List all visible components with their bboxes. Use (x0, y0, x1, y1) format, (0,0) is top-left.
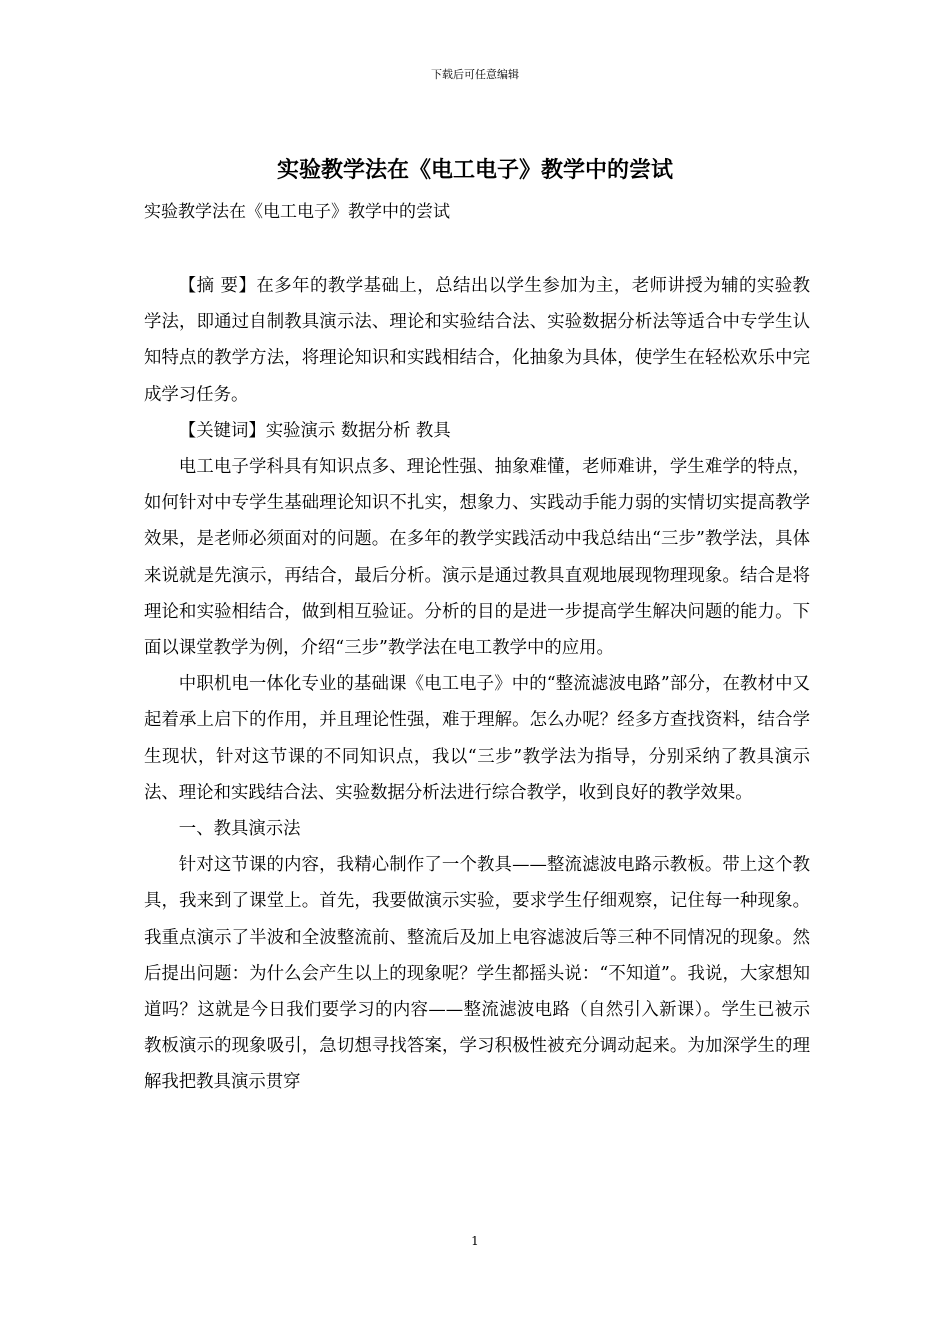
body-paragraph: 电工电子学科具有知识点多、理论性强、抽象难懂，老师难讲，学生难学的特点，如何针对中专学生基础理论知识不扎实，想象力、实践动手能力弱的实情切实提高教学效果，是老师必须面对的问题。在多年的教学实践活动中我总结出“三步”教学法，具体来说就是先演示，再结合，最后分析。演示是通过教具直观地展现物理现象。结合是将理论和实验相结合，做到相互验证。分析的目的是进一步提高学生解决问题的能力。下面以课堂教学为例，介绍“三步”教学法在电工教学中的应用。 (144, 457, 810, 659)
abstract-paragraph: 【摘 要】在多年的教学基础上，总结出以学生参加为主，老师讲授为辅的实验教学法，即通过自制教具演示法、理论和实验结合法、实验数据分析法等适合中专学生认知特点的教学方法，将理论知识和实践相结合，化抽象为具体，使学生在轻松欢乐中完成学习任务。 (144, 276, 810, 405)
header-note: 下载后可任意编辑 (431, 68, 519, 81)
document-body (144, 268, 810, 1101)
body-paragraph: 针对这节课的内容，我精心制作了一个教具——整流滤波电路示教板。带上这个教具，我来到了课堂上。首先，我要做演示实验，要求学生仔细观察，记住每一种现象。我重点演示了半波和全波整流前、整流后及加上电容滤波后等三种不同情况的现象。然后提出问题：为什么会产生以上的现象呢？学生都摇头说：“不知道”。我说，大家想知道吗？这就是今日我们要学习的内容——整流滤波电路（自然引入新课）。学生已被示教板演示的现象吸引，急切想寻找答案，学习积极性被充分调动起来。为加深学生的理解我把教具演示贯穿 (144, 855, 810, 1093)
keywords-paragraph: 【关键词】实验演示 数据分析 教具 (178, 420, 451, 441)
section-heading: 一、教具演示法 (178, 819, 301, 840)
document-subtitle: 实验教学法在《电工电子》教学中的尝试 (144, 202, 450, 222)
body-paragraph: 中职机电一体化专业的基础课《电工电子》中的“整流滤波电路”部分，在教材中又起着承上启下的作用，并且理论性强，难于理解。怎么办呢？经多方查找资料，结合学生现状，针对这节课的不同知识点，我以“三步”教学法为指导，分别采纳了教具演示法、理论和实践结合法、实验数据分析法进行综合教学，收到良好的教学效果。 (144, 674, 810, 803)
document-title: 实验教学法在《电工电子》教学中的尝试 (276, 157, 673, 183)
page-number: 1 (471, 1234, 479, 1248)
